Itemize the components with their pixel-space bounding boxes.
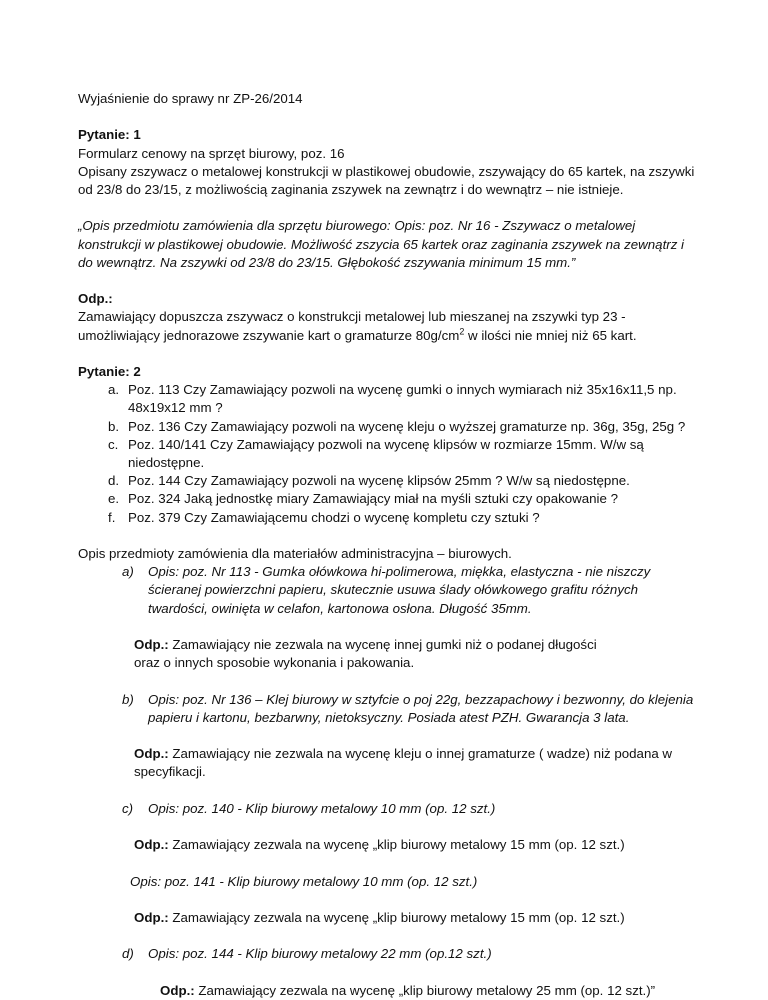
spec-text: Opis: poz. Nr 113 - Gumka ołówkowa hi-polimerowa, miękka, elastyczna - nie niszczy ścieranej powierzchni papieru, skutecznie usuwa ślady ołówkowego grafitu różnych twardości, owinięta w celafon, kartonowa osłona. Długość 35mm. [148,564,651,616]
spec-marker: b) [122,691,134,707]
list-item [78,509,698,527]
spec-text: Opis: poz. 144 - Klip biurowy metalowy 22 mm (op.12 szt.) [148,946,492,962]
document-page [78,90,698,1000]
answer-a [134,636,698,654]
answer-c [134,836,698,854]
spec-marker: c) [122,800,134,816]
answer-text: Zamawiający nie zezwala na wycenę kleju o innej gramaturze ( wadze) niż podana w specyfikacji. [134,746,673,780]
list-item-text: Poz. 140/141 Czy Zamawiający pozwoli na wycenę klipsów w rozmiarze 15mm. W/w są niedostępne. [128,436,644,470]
answer-1-label: Odp.: [78,291,113,307]
spec-item-c2: Opis: poz. 141 - Klip biurowy metalowy 10 mm (op. 12 szt.) [130,873,478,889]
spec-list-c [78,800,698,818]
answer-text: Zamawiający zezwala na wycenę „klip biurowy metalowy 25 mm (op. 12 szt.)” [194,982,656,998]
answer-1-superscript: 2 [459,326,465,337]
answer-1-text [78,308,698,344]
spec-marker: d) [122,946,134,962]
list-item-text: Poz. 144 Czy Zamawiający pozwoli na wycenę klipsów 25mm ? W/w są niedostępne. [128,473,630,489]
list-item-text: Poz. 379 Czy Zamawiającemu chodzi o wycenę kompletu czy sztuki ? [128,509,540,525]
spec-marker: a) [122,564,134,580]
answer-1-part2: w ilości nie mniej niż 65 kart. [464,327,637,343]
list-item [78,381,698,417]
spec-list-b [78,691,698,727]
answer-b [134,745,698,781]
answer-label: Odp.: [134,637,169,652]
list-item [78,436,698,472]
list-item [78,418,698,436]
answer-text: Zamawiający zezwala na wycenę „klip biurowy metalowy 15 mm (op. 12 szt.) [168,909,625,925]
spec-item-d [78,945,698,963]
answer-text: Zamawiający zezwala na wycenę „klip biurowy metalowy 15 mm (op. 12 szt.) [168,837,625,853]
list-item-text: Poz. 324 Jaką jednostkę miary Zamawiający miał na myśli sztuki czy opakowanie ? [128,491,618,507]
list-marker: d. [108,473,120,489]
question-1-line2: Opisany zszywacz o metalowej konstrukcji w plastikowej obudowie, zszywający do 65 kartek, na zszywki od 23/8 do 23/15, z możliwością zaginania zszywek na zewnątrz i do wewnątrz – nie istnieje. [78,163,695,197]
question-1-label: Pytanie: 1 [78,127,141,143]
question-2-list [78,381,698,527]
question-2-intro: Opis przedmioty zamówienia dla materiałów administracyjna – biurowych. [78,546,512,561]
spec-item-a [78,563,698,618]
question-1-quote: „Opis przedmiotu zamówienia dla sprzętu biurowego: Opis: poz. Nr 16 - Zszywacz o metalowej konstrukcji w plastikowej obudowie. Możliwość zszycia 65 kartek oraz zaginania zszywek na zewnątrz i do wewnątrz. Na zszywki od 23/8 do 23/15. Głębokość zszywania minimum 15 mm.” [78,218,684,270]
list-marker: a. [108,382,120,398]
list-marker: b. [108,418,120,434]
spec-text: Opis: poz. Nr 136 – Klej biurowy w sztyfcie o poj 22g, bezzapachowy i bezwonny, do klejenia papieru i kartonu, bezbarwny, nietoksyczny. Posiada atest PZH. Gwarancja 3 lata. [148,691,694,725]
answer-text: Zamawiający nie zezwala na wycenę innej gumki niż o podanej długości [168,637,597,652]
answer-d [160,982,698,1000]
list-item [78,472,698,490]
answer-c2 [134,909,698,927]
answer-label: Odp.: [160,982,195,998]
document-heading: Wyjaśnienie do sprawy nr ZP-26/2014 [78,91,303,106]
answer-label: Odp.: [134,909,169,925]
list-marker: c. [108,436,119,452]
spec-list-d [78,945,698,963]
answer-1-part1: Zamawiający dopuszcza zszywacz o konstrukcji metalowej lub mieszanej na zszywki typ 23 - umożliwiający jednorazowe zszywanie kart o gramaturze 80g/cm [78,309,626,343]
answer-label: Odp.: [134,837,169,853]
spec-item-c [78,800,698,818]
answer-a-line2: oraz o innych sposobie wykonania i pakowania. [134,655,415,671]
spec-list-a [78,563,698,618]
list-marker: e. [108,491,120,507]
spec-text: Opis: poz. 140 - Klip biurowy metalowy 10 mm (op. 12 szt.) [148,800,496,816]
question-1-line1: Formularz cenowy na sprzęt biurowy, poz. 16 [78,145,345,161]
list-item-text: Poz. 136 Czy Zamawiający pozwoli na wycenę kleju o wyższej gramaturze np. 36g, 35g, 25g ? [128,418,686,434]
list-marker: f. [108,509,116,525]
spec-item-b [78,691,698,727]
list-item-text: Poz. 113 Czy Zamawiający pozwoli na wycenę gumki o innych wymiarach niż 35x16x11,5 np. 48x19x12 mm ? [128,382,677,416]
answer-label: Odp.: [134,746,169,762]
list-item [78,490,698,508]
question-2-label: Pytanie: 2 [78,363,141,379]
